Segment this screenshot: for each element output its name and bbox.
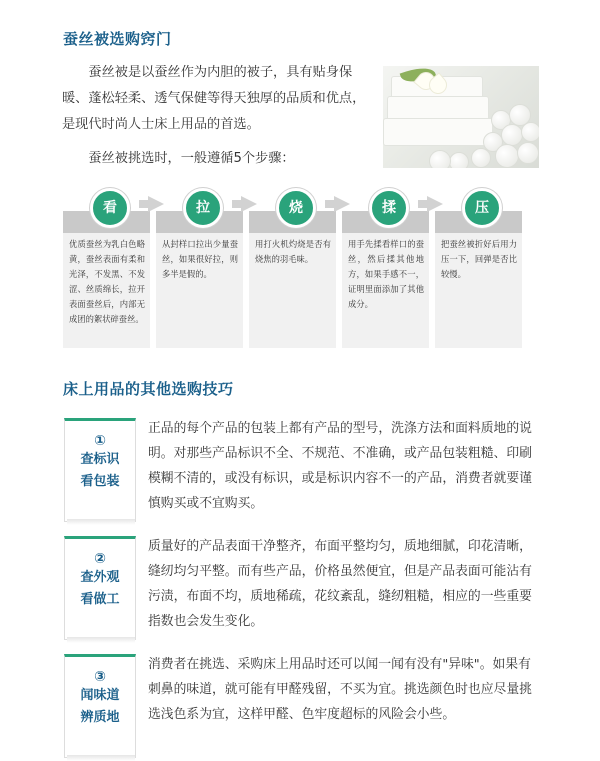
step-text: 用打火机灼烧是否有烧焦的羽毛味。 [255, 239, 331, 264]
step-card-look [63, 211, 150, 348]
steps-panel [63, 188, 524, 348]
tip-tag-line: 辨质地 [80, 710, 120, 725]
step-badge: 拉 [183, 188, 223, 228]
tip-tag [64, 654, 136, 758]
tip-tag-line: 闻味道 [80, 688, 120, 703]
tip-tag [64, 418, 136, 522]
step-badge: 压 [462, 188, 502, 228]
arrow-right-icon [241, 196, 257, 212]
silk-quilt-photo [383, 66, 539, 168]
steps-intro: 蚕丝被挑选时，一般遵循5个步骤： [88, 151, 295, 166]
tip-number: ① [94, 433, 106, 449]
arrow-right-icon [148, 196, 164, 212]
step-text: 优质蚕丝为乳白色略黄，蚕丝表面有柔和光泽，不发黑、不发涩、丝质绵长，拉开表面蚕丝后，内部无成团的絮状碎蚕丝。 [69, 239, 145, 324]
tip-text: 质量好的产品表面干净整齐，布面平整均匀，质地细腻，印花清晰，缝纫均匀平整。而有些产品，价格虽然便宜，但是产品表面可能沾有污渍，布面不均，质地稀疏，花纹紊乱，缝纫粗糙，相应的一些重要指数也会发生变化。 [148, 539, 532, 629]
step-card-press [435, 211, 522, 348]
tip-number: ③ [94, 669, 106, 685]
step-card-rub [342, 211, 429, 348]
tip-tag [64, 536, 136, 640]
intro-paragraph: 蚕丝被是以蚕丝作为内胆的被子，具有贴身保暖、蓬松轻柔、透气保健等得天独厚的品质和优点，是现代时尚人士床上用品的首选。 [62, 65, 366, 132]
tip-tag-line: 查外观 [80, 570, 120, 585]
tip-text: 正品的每个产品的包装上都有产品的型号，洗涤方法和面料质地的说明。对那些产品标识不全、不规范、不准确，或产品包装粗糙、印刷模糊不清的，或没有标识，或是标识内容不一的产品，消费者就要谨慎购买或不宜购买。 [148, 421, 532, 511]
step-badge: 看 [90, 188, 130, 228]
tip-tag-line: 查标识 [80, 452, 120, 467]
step-badge: 烧 [276, 188, 316, 228]
arrow-right-icon [334, 196, 350, 212]
step-text: 从封样口拉出少量蚕丝，如果很好拉，则多半是假的。 [162, 239, 238, 279]
tip-number: ② [94, 551, 106, 567]
section-title-silk-quilt: 蚕丝被选购窍门 [63, 30, 172, 48]
arrow-right-icon [427, 196, 443, 212]
tip-tag-line: 看做工 [80, 592, 120, 607]
step-text: 把蚕丝被折好后用力压一下，回弹是否比较慢。 [441, 239, 517, 279]
tip-text: 消费者在挑选、采购床上用品时还可以闻一闻有没有"异味"。如果有刺鼻的味道，就可能有甲醛残留，不买为宜。挑选颜色时也应尽量挑选浅色系为宜，这样甲醛、色牢度超标的风险会小些。 [148, 657, 532, 722]
tip-tag-line: 看包装 [80, 474, 120, 489]
step-badge: 揉 [369, 188, 409, 228]
step-card-pull [156, 211, 243, 348]
step-text: 用手先揉看样口的蚕丝，然后揉其他地方，如果手感不一，证明里面添加了其他成分。 [348, 239, 424, 309]
step-card-burn [249, 211, 336, 348]
section-title-bedding-tips: 床上用品的其他选购技巧 [63, 380, 234, 398]
